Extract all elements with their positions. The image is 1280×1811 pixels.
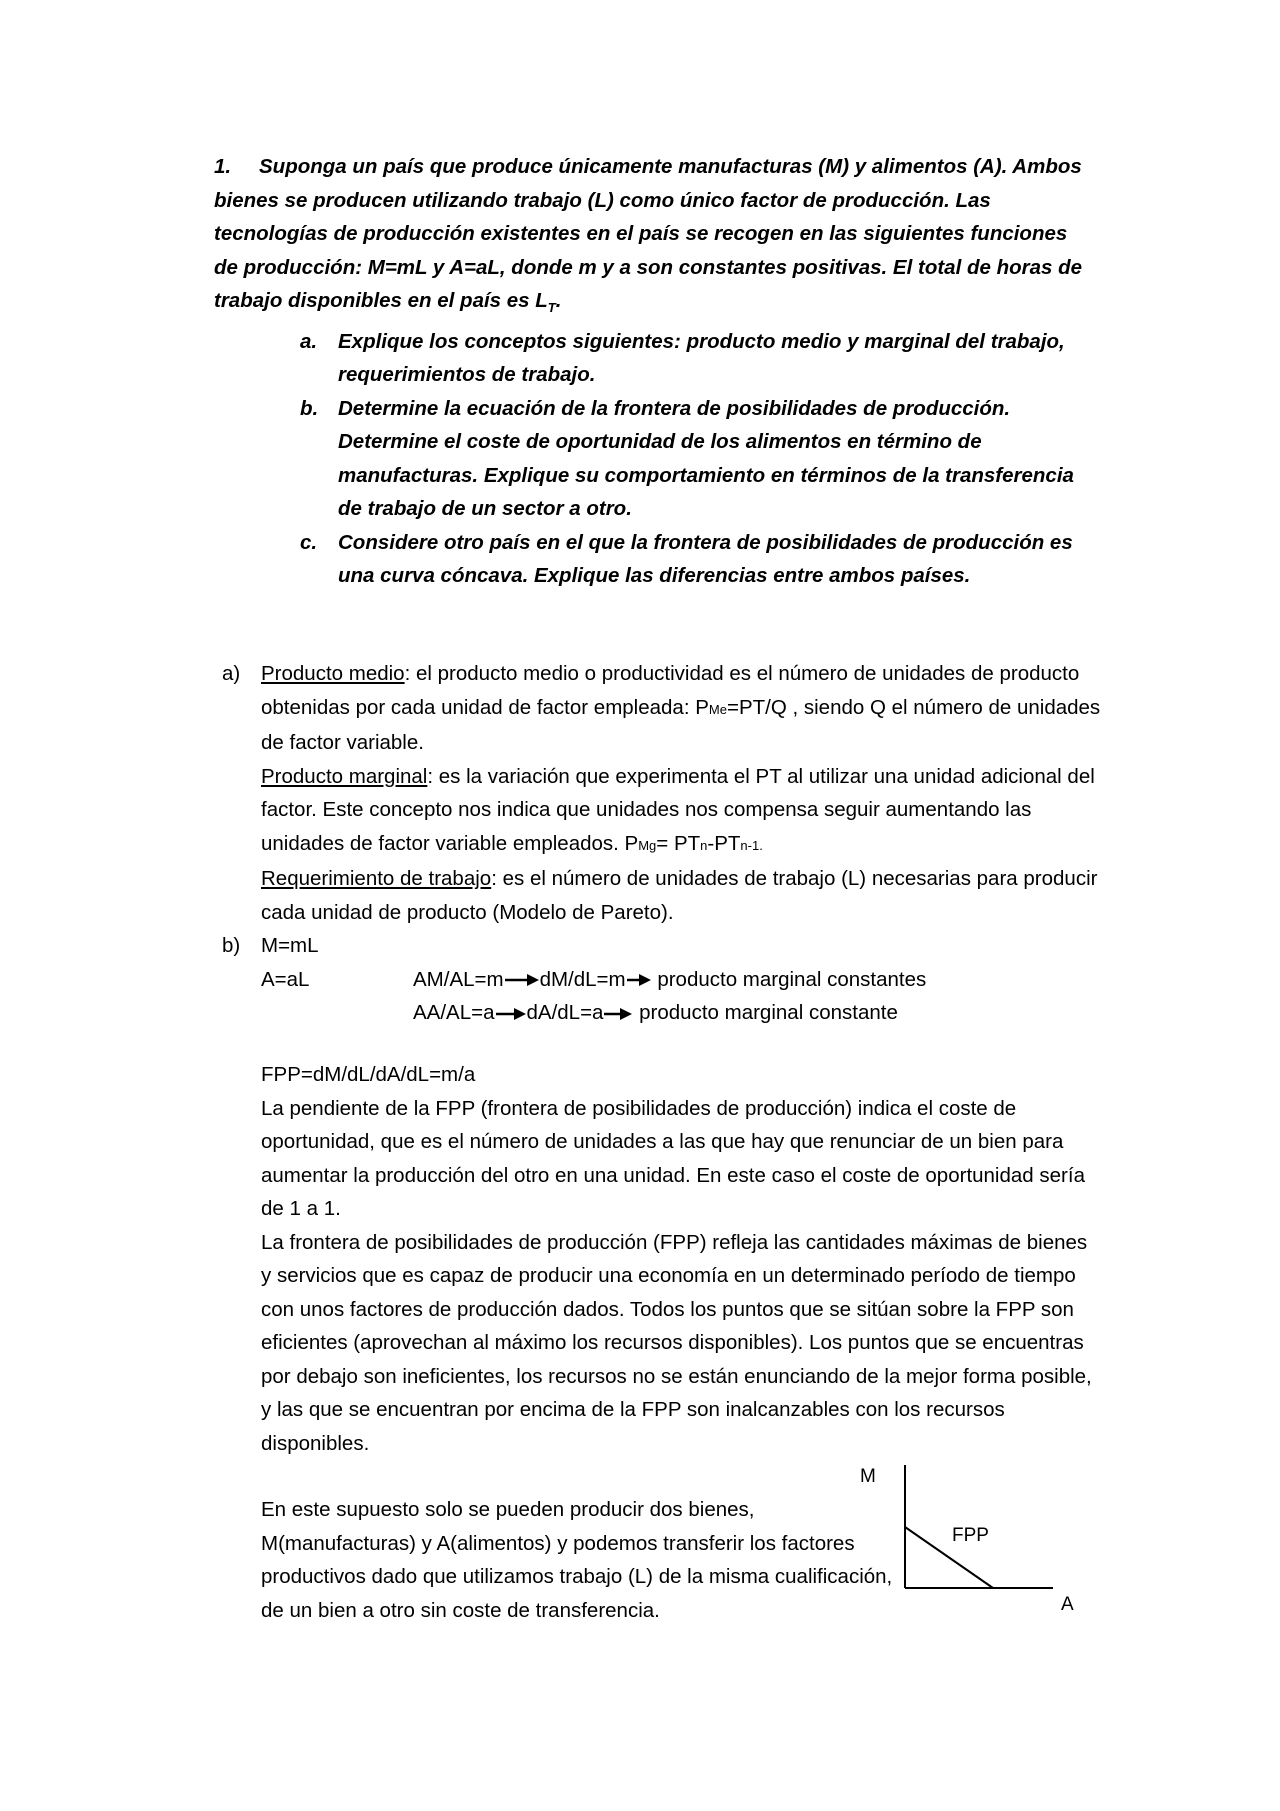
y-axis-label: M xyxy=(860,1466,876,1487)
producto-medio-text: : el producto medio o productividad es el número de unidades de producto obtenidas por cada unidad de factor empleada: P xyxy=(261,662,1080,719)
question-item-c xyxy=(300,526,1094,593)
requerimiento-term: Requerimiento de trabajo xyxy=(261,867,492,890)
question-number: 1. xyxy=(214,155,232,178)
paragraph-supuesto: En este supuesto solo se pueden producir dos bienes, M(manufacturas) y A(alimentos) y podemos transferir los factores productivos dado que utilizamos trabajo (L) de la misma cualificación, de un bien a otro sin coste de transferencia. xyxy=(261,1498,893,1622)
question-item-text: Considere otro país en el que la frontera de posibilidades de producción es una curva cóncava. Explique las diferencias entre ambos países. xyxy=(338,530,1073,588)
eq-row-1 xyxy=(222,963,1102,997)
pmg-eq: = PT xyxy=(656,831,701,855)
row1-a: AM/AL=m xyxy=(413,967,504,991)
arrow-right-icon xyxy=(604,1007,632,1021)
answer-a-label: a) xyxy=(222,662,241,685)
producto-marginal-paragraph xyxy=(261,760,1102,863)
answer-b-continued xyxy=(261,1058,1101,1460)
question-item-a xyxy=(300,325,1094,392)
pmg-subscript: Mg xyxy=(638,837,657,853)
producto-medio-term: Producto medio xyxy=(261,662,405,685)
eq-row-2-content xyxy=(413,996,898,1030)
pme-subscript: Me xyxy=(708,701,727,717)
pmg-n1-subscript: n-1. xyxy=(740,837,763,853)
row1-c: producto marginal constantes xyxy=(657,967,927,991)
answer-a xyxy=(222,657,1102,929)
row2-b: dA/dL=a xyxy=(526,1001,604,1024)
eq-row-2 xyxy=(222,996,1102,1030)
answer-b-label: b) xyxy=(222,934,241,957)
requerimiento-paragraph xyxy=(261,862,1102,929)
arrow-right-icon xyxy=(496,1007,526,1021)
question-item-label: b. xyxy=(300,396,319,420)
question-text-end: . xyxy=(555,289,562,312)
fpp-diagram xyxy=(860,1460,1100,1620)
question-text-sub: T xyxy=(547,300,556,316)
row1-b: dM/dL=m xyxy=(539,967,626,991)
question-item-text: Determine la ecuación de la frontera de posibilidades de producción. Determine el coste de oportunidad de los alimentos en término de manufacturas. Explique su comportamiento en términos de la transferencia de trabajo de un sector a otro. xyxy=(338,396,1074,521)
question-item-label: a. xyxy=(300,329,318,353)
paragraph-frontera: La frontera de posibilidades de producción (FPP) refleja las cantidades máximas de bienes y servicios que es capaz de producir una economía en un determinado período de tiempo con unos factores de producción dados. Todos los puntos que se sitúan sobre la FPP son eficientes (aprovechan al máximo los recursos disponibles). Los puntos que se encuentras por debajo son ineficientes, los recursos no se están enunciando de la mejor forma posible, y las que se encuentran por encima de la FPP son inalcanzables con los recursos disponibles. xyxy=(261,1230,1092,1455)
producto-marginal-text: : es la variación que experimenta el PT al utilizar una unidad adicional del factor. Este concepto nos indica que unidades nos compensa seguir aumentando las unidades de factor variable empleados. P xyxy=(261,764,1095,855)
question-item-text: Explique los conceptos siguientes: producto medio y marginal del trabajo, requerimientos de trabajo. xyxy=(338,329,1065,387)
fpp-label: FPP xyxy=(952,1525,989,1546)
answers xyxy=(222,657,1102,1030)
eq-m: M=mL xyxy=(261,934,319,957)
eq-row-1-content xyxy=(413,963,926,997)
question-item-b xyxy=(300,392,1094,526)
question-block xyxy=(214,150,1094,593)
answer-b xyxy=(222,929,1102,963)
question-item-label: c. xyxy=(300,530,318,554)
x-axis-label: A xyxy=(1061,1594,1074,1615)
pme-formula: =PT/Q , siendo Q el número de unidades de factor variable. xyxy=(261,695,1101,754)
producto-medio-paragraph xyxy=(261,657,1102,760)
question-statement xyxy=(214,150,1094,325)
paragraph-pendiente: La pendiente de la FPP (frontera de posibilidades de producción) indica el coste de oportunidad, que es el número de unidades a las que hay que renunciar de un bien para aumentar la producción del otro en una unidad. En este caso el coste de oportunidad sería de 1 a 1. xyxy=(261,1096,1085,1220)
fpp-formula: FPP=dM/dL/dA/dL=m/a xyxy=(261,1063,476,1086)
question-text: Suponga un país que produce únicamente manufacturas (M) y alimentos (A). Ambos bienes se producen utilizando trabajo (L) como único factor de producción. Las tecnologías de producción existentes en el país se recogen en las siguientes funciones de producción: M=mL y A=aL, donde m y a son constantes positivas. El total de horas de trabajo disponibles en el país es L xyxy=(214,155,1083,312)
row2-a: AA/AL=a xyxy=(413,1001,495,1024)
arrow-right-icon xyxy=(505,973,539,987)
pmg-n-subscript: n xyxy=(700,837,708,853)
producto-marginal-term: Producto marginal xyxy=(261,764,428,788)
arrow-right-icon xyxy=(627,973,651,987)
pmg-minus: -PT xyxy=(707,831,741,855)
eq-a: A=aL xyxy=(261,967,310,991)
requerimiento-text: : es el número de unidades de trabajo (L) necesarias para producir cada unidad de producto (Modelo de Pareto). xyxy=(261,867,1098,924)
row2-c: producto marginal constante xyxy=(639,1001,898,1024)
